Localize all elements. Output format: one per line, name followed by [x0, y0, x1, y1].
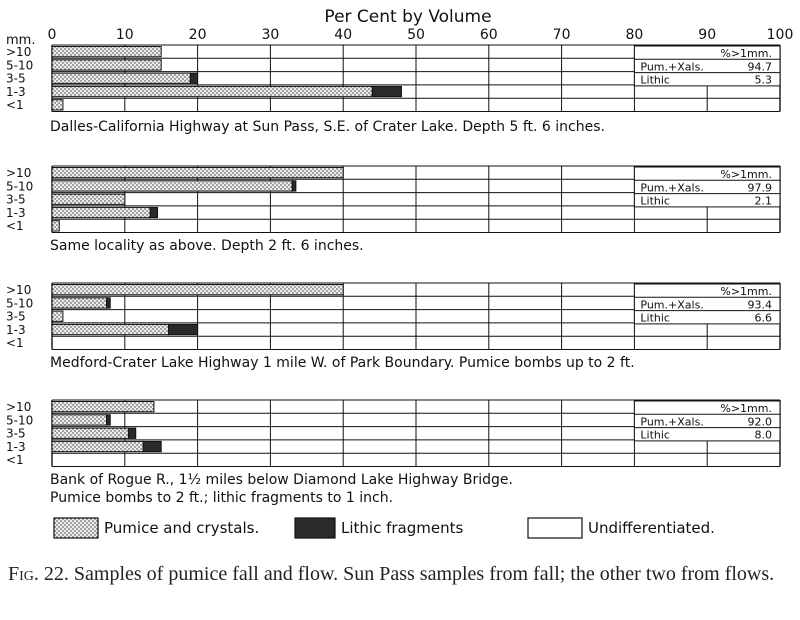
bar-lithic [107, 415, 111, 425]
summary-label: Lithic [640, 194, 670, 208]
x-tick-label: 20 [188, 27, 207, 43]
figure-caption-text: Samples of pumice fall and flow. Sun Pass samples from fall; the other two from flows. [73, 563, 775, 585]
summary-value: 8.0 [754, 428, 772, 442]
bar-lithic [168, 324, 197, 334]
size-unit-label: mm. [6, 33, 36, 48]
legend-swatch-undiff [528, 518, 582, 538]
bar-lithic [292, 181, 296, 191]
bar-pumice [52, 47, 161, 57]
panel-2 [6, 166, 780, 254]
category-label: 5-10 [6, 413, 34, 428]
bar-pumice [52, 168, 343, 178]
legend-label-lithic: Lithic fragments [341, 519, 464, 537]
category-label: >10 [6, 166, 32, 180]
figure-number: Fig. 22. [8, 563, 69, 585]
x-tick-label: 0 [47, 27, 57, 43]
summary-value: 94.7 [747, 60, 772, 74]
bar-pumice [52, 441, 143, 451]
legend-label-pumice: Pumice and crystals. [104, 519, 260, 537]
category-label: 1-3 [6, 439, 26, 454]
bar-pumice [52, 100, 63, 110]
bar-pumice [52, 402, 154, 412]
legend-label-undiff: Undifferentiated. [588, 519, 715, 537]
category-label: <1 [6, 219, 24, 234]
summary-header: %>1mm. [720, 47, 772, 60]
bar-lithic [372, 86, 401, 96]
summary-label: Lithic [640, 428, 670, 442]
bar-pumice [52, 73, 190, 83]
summary-header: %>1mm. [720, 168, 772, 181]
x-tick-label: 90 [698, 27, 717, 43]
category-label: 3-5 [6, 71, 26, 86]
x-tick-label: 30 [261, 27, 280, 43]
bar-pumice [52, 311, 63, 321]
summary-header: %>1mm. [720, 402, 772, 415]
summary-label: Lithic [640, 311, 670, 325]
summary-value: 92.0 [747, 415, 772, 429]
bar-pumice [52, 415, 107, 425]
x-tick-label: 60 [479, 27, 498, 43]
panel-caption: Bank of Rogue R., 1½ miles below Diamond Lake Highway Bridge. [50, 472, 513, 488]
summary-value: 6.6 [754, 311, 772, 325]
figure-caption [8, 560, 792, 588]
category-label: >10 [6, 45, 32, 59]
category-label: 3-5 [6, 426, 26, 441]
summary-label: Pum.+Xals. [640, 298, 704, 312]
bar-pumice [52, 86, 372, 96]
bar-lithic [128, 428, 135, 438]
bar-pumice [52, 181, 292, 191]
category-label: >10 [6, 400, 32, 414]
bar-pumice [52, 207, 150, 217]
x-tick-label: 70 [552, 27, 571, 43]
category-label: 1-3 [6, 322, 26, 337]
category-label: <1 [6, 336, 24, 351]
category-label: 3-5 [6, 192, 26, 207]
x-tick-label: 10 [115, 27, 134, 43]
category-label: <1 [6, 453, 24, 468]
bar-pumice [52, 221, 59, 231]
bar-pumice [52, 428, 128, 438]
category-label: >10 [6, 283, 32, 297]
x-tick-label: 40 [334, 27, 353, 43]
bar-pumice [52, 298, 107, 308]
category-label: 1-3 [6, 205, 26, 220]
x-tick-label: 80 [625, 27, 644, 43]
summary-label: Pum.+Xals. [640, 60, 704, 74]
summary-value: 93.4 [747, 298, 772, 312]
summary-label: Pum.+Xals. [640, 181, 704, 195]
bar-lithic [190, 73, 197, 83]
summary-value: 97.9 [747, 181, 772, 195]
panel-caption: Same locality as above. Depth 2 ft. 6 inches. [50, 238, 364, 254]
bar-lithic [107, 298, 111, 308]
summary-value: 5.3 [754, 73, 772, 87]
panel-caption: Pumice bombs to 2 ft.; lithic fragments to 1 inch. [50, 490, 394, 506]
category-label: 1-3 [6, 84, 26, 99]
bar-pumice [52, 324, 168, 334]
panel-4 [6, 400, 780, 506]
panel-3 [6, 283, 780, 371]
summary-label: Lithic [640, 73, 670, 87]
category-label: 5-10 [6, 296, 34, 311]
bar-pumice [52, 60, 161, 70]
summary-label: Pum.+Xals. [640, 415, 704, 429]
category-label: 5-10 [6, 58, 34, 73]
panel-caption: Dalles-California Highway at Sun Pass, S.E. of Crater Lake. Depth 5 ft. 6 inches. [50, 119, 605, 135]
bar-pumice [52, 285, 343, 295]
bar-lithic [143, 441, 161, 451]
x-tick-label: 50 [407, 27, 425, 43]
summary-header: %>1mm. [720, 285, 772, 298]
chart-title: Per Cent by Volume [324, 7, 492, 27]
legend [54, 518, 715, 538]
x-tick-label: 100 [766, 27, 794, 43]
category-label: <1 [6, 98, 24, 113]
category-label: 5-10 [6, 179, 34, 194]
bar-lithic [150, 207, 157, 217]
summary-value: 2.1 [754, 194, 772, 208]
category-label: 3-5 [6, 309, 26, 324]
panel-caption: Medford-Crater Lake Highway 1 mile W. of Park Boundary. Pumice bombs up to 2 ft. [50, 355, 635, 371]
legend-swatch-lithic [295, 518, 335, 538]
legend-swatch-pumice [54, 518, 98, 538]
panel-1 [6, 45, 780, 135]
bar-pumice [52, 194, 125, 204]
